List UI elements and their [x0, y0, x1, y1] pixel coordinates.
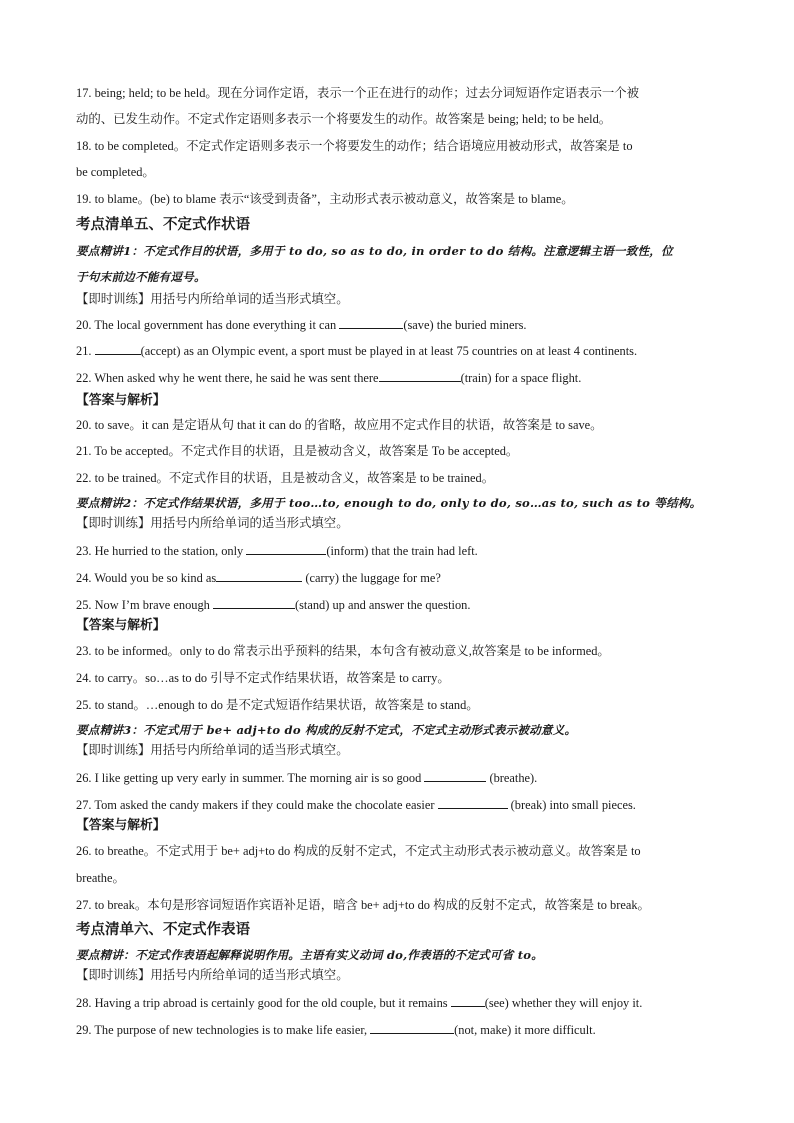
exercise-question — [76, 1017, 596, 1044]
key-point-text: 于句末前边不能有逗号。 — [76, 270, 206, 284]
text-line: 20. to save。it can 是定语从句 that it can do 的省略，故应用不定式作目的状语，故答案是 to save。 — [76, 418, 603, 432]
exercise-question — [76, 338, 637, 365]
section-heading: 考点清单五、不定式作状语 — [76, 217, 250, 233]
answer-label: 【答案与解析】 — [76, 818, 166, 833]
answer-blank[interactable] — [216, 569, 302, 582]
answer-blank[interactable] — [451, 994, 485, 1007]
question-hint: (stand) up and answer the question. — [294, 598, 471, 612]
question-hint: (breathe). — [486, 771, 538, 785]
answer-label: 【答案与解析】 — [76, 393, 166, 408]
exercise-question — [76, 312, 527, 339]
question-text: 21. — [76, 344, 95, 358]
text-line: 25. to stand。…enough to do 是不定式短语作结果状语，故答案是 to stand。 — [76, 698, 479, 712]
exercise-label: 【即时训练】用括号内所给单词的适当形式填空。 — [76, 516, 349, 530]
question-text: 22. When asked why he went there, he said he was sent there — [76, 371, 379, 385]
question-hint: (train) for a space flight. — [460, 371, 582, 385]
text-line: breathe。 — [76, 871, 125, 885]
exercise-label: 【即时训练】用括号内所给单词的适当形式填空。 — [76, 743, 349, 757]
answer-blank[interactable] — [95, 342, 141, 355]
exercise-question — [76, 365, 581, 392]
question-text: 20. The local government has done everything it can — [76, 318, 340, 332]
exercise-label: 【即时训练】用括号内所给单词的适当形式填空。 — [76, 968, 349, 982]
question-hint: (break) into small pieces. — [507, 798, 636, 812]
answer-blank[interactable] — [424, 769, 486, 782]
answer-blank[interactable] — [213, 596, 295, 609]
question-hint: (accept) as an Olympic event, a sport must be played in at least 75 countries on at least 4 continents. — [140, 344, 638, 358]
key-point-text: 要点精讲：不定式作表语起解释说明作用。主语有实义动词 do,作表语的不定式可省 to。 — [76, 948, 544, 962]
answer-label: 【答案与解析】 — [76, 618, 166, 633]
section-heading: 考点清单六、不定式作表语 — [76, 922, 250, 938]
key-point-text: 要点精讲1：不定式作目的状语，多用于 to do, so as to do, in order to do 结构。注意逻辑主语一致性，位 — [76, 244, 673, 258]
question-text: 27. Tom asked the candy makers if they could make the chocolate easier — [76, 798, 438, 812]
question-text: 29. The purpose of new technologies is to make life easier, — [76, 1023, 371, 1037]
text-line: 24. to carry。so…as to do 引导不定式作结果状语，故答案是 to carry。 — [76, 671, 450, 685]
question-hint: (inform) that the train had left. — [326, 544, 478, 558]
question-hint: (save) the buried miners. — [403, 318, 527, 332]
question-hint: (carry) the luggage for me? — [302, 571, 441, 585]
question-hint: (see) whether they will enjoy it. — [484, 996, 643, 1010]
question-text: 25. Now I’m brave enough — [76, 598, 213, 612]
exercise-question — [76, 538, 478, 565]
question-hint: (not, make) it more difficult. — [454, 1023, 596, 1037]
exercise-question — [76, 990, 642, 1017]
question-text: 26. I like getting up very early in summer. The morning air is so good — [76, 771, 425, 785]
answer-blank[interactable] — [370, 1021, 454, 1034]
text-line: 21. To be accepted。不定式作目的状语，且是被动含义，故答案是 To be accepted。 — [76, 444, 519, 458]
text-line: 17. being; held; to be held。现在分词作定语，表示一个正在进行的动作；过去分词短语作定语表示一个被 — [76, 86, 640, 100]
exercise-label: 【即时训练】用括号内所给单词的适当形式填空。 — [76, 292, 349, 306]
answer-blank[interactable] — [246, 542, 326, 555]
exercise-question — [76, 565, 441, 592]
text-line: 19. to blame。(be) to blame 表示“该受到责备”，主动形式表示被动意义，故答案是 to blame。 — [76, 192, 574, 206]
text-line: 27. to break。本句是形容词短语作宾语补足语，暗含 be+ adj+to do 构成的反射不定式，故答案是 to break。 — [76, 898, 650, 912]
answer-blank[interactable] — [438, 796, 508, 809]
text-line: 18. to be completed。不定式作定语则多表示一个将要发生的动作；结合语境应用被动形式，故答案是 to — [76, 139, 633, 153]
answer-blank[interactable] — [379, 369, 461, 382]
question-text: 28. Having a trip abroad is certainly good for the old couple, but it remains — [76, 996, 451, 1010]
text-line: 动的、已发生动作。不定式作定语则多表示一个将要发生的动作。故答案是 being; held; to be held。 — [76, 112, 612, 126]
answer-blank[interactable] — [339, 316, 403, 329]
question-text: 24. Would you be so kind as — [76, 571, 217, 585]
text-line: be completed。 — [76, 165, 155, 179]
text-line: 26. to breathe。不定式用于 be+ adj+to do 构成的反射不定式，不定式主动形式表示被动意义。故答案是 to — [76, 844, 641, 858]
key-point-text: 要点精讲3：不定式用于 be+ adj+to do 构成的反射不定式，不定式主动形式表示被动意义。 — [76, 723, 577, 737]
question-text: 23. He hurried to the station, only — [76, 544, 247, 558]
text-line: 22. to be trained。不定式作目的状语，且是被动含义，故答案是 to be trained。 — [76, 471, 495, 485]
text-line: 23. to be informed。only to do 常表示出乎预料的结果，本句含有被动意义,故答案是 to be informed。 — [76, 644, 610, 658]
exercise-question — [76, 765, 537, 792]
key-point-text: 要点精讲2：不定式作结果状语，多用于 too…to, enough to do, only to do, so…as to, such as to 等结构。 — [76, 496, 702, 510]
